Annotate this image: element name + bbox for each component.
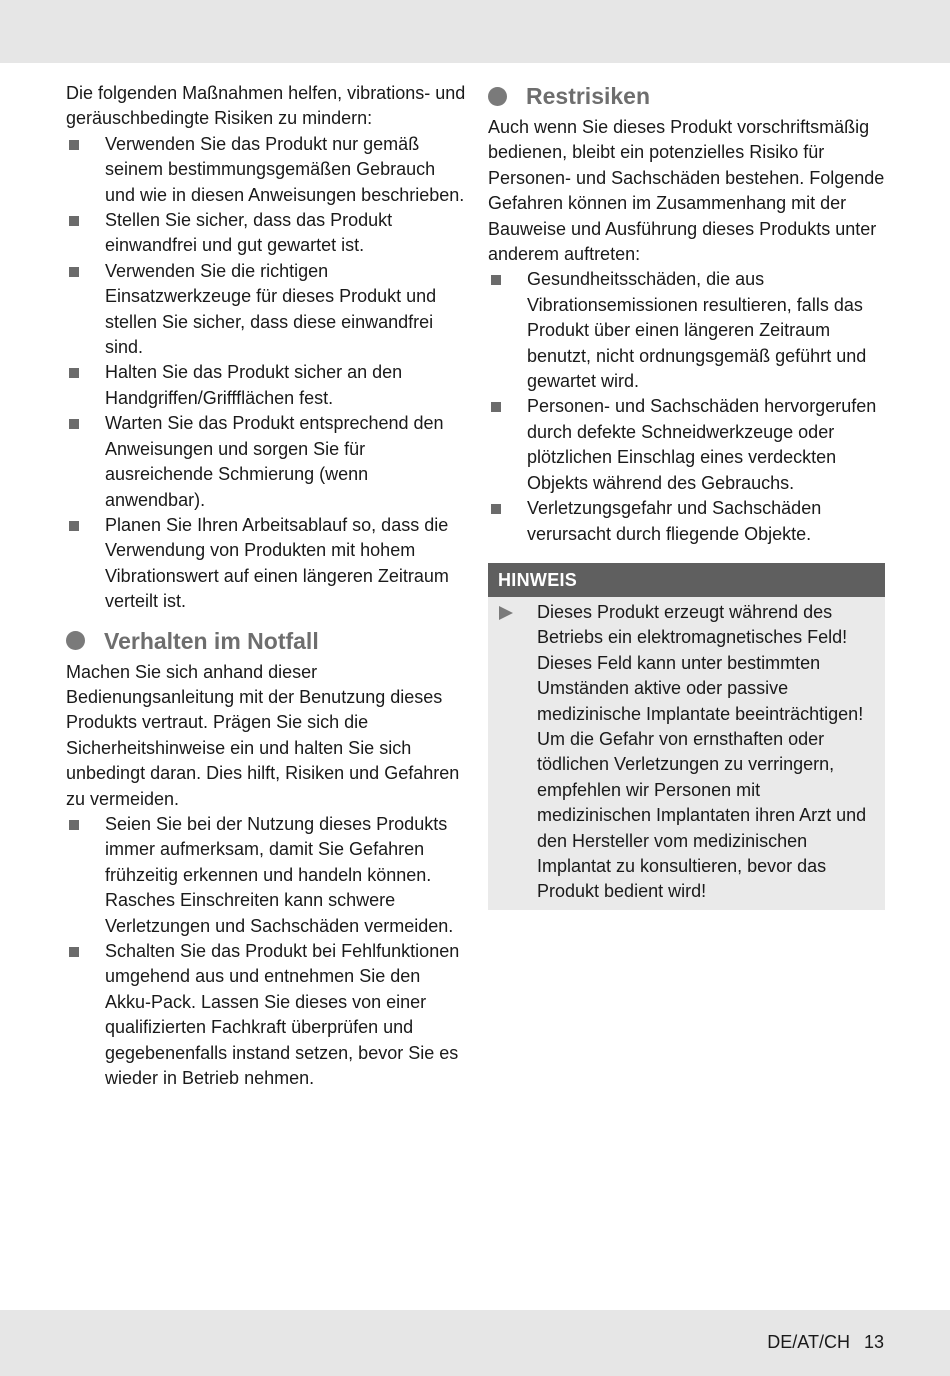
- square-bullet-icon: [69, 267, 79, 277]
- section-heading-restrisiken: Restrisiken: [488, 81, 885, 111]
- notfall-list: [66, 812, 466, 1091]
- list-item: Seien Sie bei der Nutzung dieses Produkts immer aufmerksam, damit Sie Gefahren frühzeitig erkennen und handeln können. Rasches Einschreiten kann schwere Verletzungen und Sachschäden vermeiden.: [66, 812, 466, 939]
- list-item: Stellen Sie sicher, dass das Produkt einwandfrei und gut gewartet ist.: [66, 208, 466, 259]
- list-item: Personen- und Sachschäden hervorgerufen durch defekte Schneidwerkzeuge oder plötzlichen Einschlag eines verdeckten Objekts während des Gebrauchs.: [488, 394, 885, 496]
- square-bullet-icon: [69, 368, 79, 378]
- list-item: Verwenden Sie die richtigen Einsatzwerkzeuge für dieses Produkt und stellen Sie sicher, dass diese einwandfrei sind.: [66, 259, 466, 361]
- square-bullet-icon: [69, 419, 79, 429]
- list-item: Schalten Sie das Produkt bei Fehlfunktionen umgehend aus und entnehmen Sie den Akku-Pack. Lassen Sie dieses von einer qualifizierten Fachkraft überprüfen und gegebenenfalls instand setzen, bevor Sie es wieder in Betrieb nehmen.: [66, 939, 466, 1091]
- list-item: Gesundheitsschäden, die aus Vibrationsemissionen resultieren, falls das Produkt über einen längeren Zeitraum benutzt, nicht ordnungsgemäß geführt und gewartet wird.: [488, 267, 885, 394]
- square-bullet-icon: [69, 140, 79, 150]
- page-number: 13: [863, 1332, 884, 1352]
- notfall-intro: Machen Sie sich anhand dieser Bedienungsanleitung mit der Benutzung dieses Produkts vertraut. Prägen Sie sich die Sicherheitshinweise ein und halten Sie sich unbedingt daran. Dies hilft, Risiken und Gefahren zu vermeiden.: [66, 661, 460, 809]
- square-bullet-icon: [491, 504, 501, 514]
- square-bullet-icon: [69, 216, 79, 226]
- triangle-bullet-icon: [499, 606, 513, 620]
- hinweis-title: HINWEIS: [488, 563, 885, 597]
- region-label: DE/AT/CH: [767, 1332, 850, 1352]
- page-footer: [767, 1331, 884, 1353]
- section-heading-notfall: Verhalten im Notfall: [66, 626, 466, 656]
- list-item: Verwenden Sie das Produkt nur gemäß seinem bestimmungsgemäßen Gebrauch und wie in diesen Anweisungen beschrieben.: [66, 132, 466, 208]
- vibration-measures-list: [66, 132, 466, 615]
- list-item: Verletzungsgefahr und Sachschäden verursacht durch fliegende Objekte.: [488, 496, 885, 547]
- left-column: [66, 81, 466, 1091]
- right-column: [488, 81, 885, 910]
- hinweis-box: [488, 563, 885, 910]
- list-item: Halten Sie das Produkt sicher an den Handgriffen/Griffflächen fest.: [66, 360, 466, 411]
- circle-bullet-icon: [66, 631, 85, 650]
- list-item: Planen Sie Ihren Arbeitsablauf so, dass die Verwendung von Produkten mit hohem Vibrationswert auf einen längeren Zeitraum verteilt ist.: [66, 513, 466, 615]
- hinweis-text: Dieses Produkt erzeugt während des Betriebs ein elektromagnetisches Feld! Dieses Feld kann unter bestimmten Umständen aktive oder passive medizinische Implantate beeinträchtigen! Um die Gefahr von ernsthaften oder tödlichen Verletzungen zu verringern, empfehlen wir Personen mit medizinischen Implantaten ihren Arzt und den Hersteller vom medizinischen Implantat zu konsultieren, bevor das Produkt bedient wird!: [537, 601, 867, 902]
- square-bullet-icon: [491, 402, 501, 412]
- header-band: [0, 0, 950, 63]
- restrisiken-intro: Auch wenn Sie dieses Produkt vorschriftsmäßig bedienen, bleibt ein potenzielles Risiko für Personen- und Sachschäden bestehen. Folgende Gefahren können im Zusammenhang mit der Bauweise und Ausführung dieses Produkts unter anderem auftreten:: [488, 117, 885, 265]
- vibration-intro: Die folgenden Maßnahmen helfen, vibrations- und geräuschbedingte Risiken zu mindern:: [66, 83, 466, 129]
- square-bullet-icon: [69, 820, 79, 830]
- list-item: Warten Sie das Produkt entsprechend den Anweisungen und sorgen Sie für ausreichende Schmierung (wenn anwendbar).: [66, 411, 466, 513]
- square-bullet-icon: [69, 947, 79, 957]
- restrisiken-list: [488, 267, 885, 546]
- square-bullet-icon: [69, 521, 79, 531]
- hinweis-body: [488, 597, 885, 910]
- square-bullet-icon: [491, 275, 501, 285]
- circle-bullet-icon: [488, 87, 507, 106]
